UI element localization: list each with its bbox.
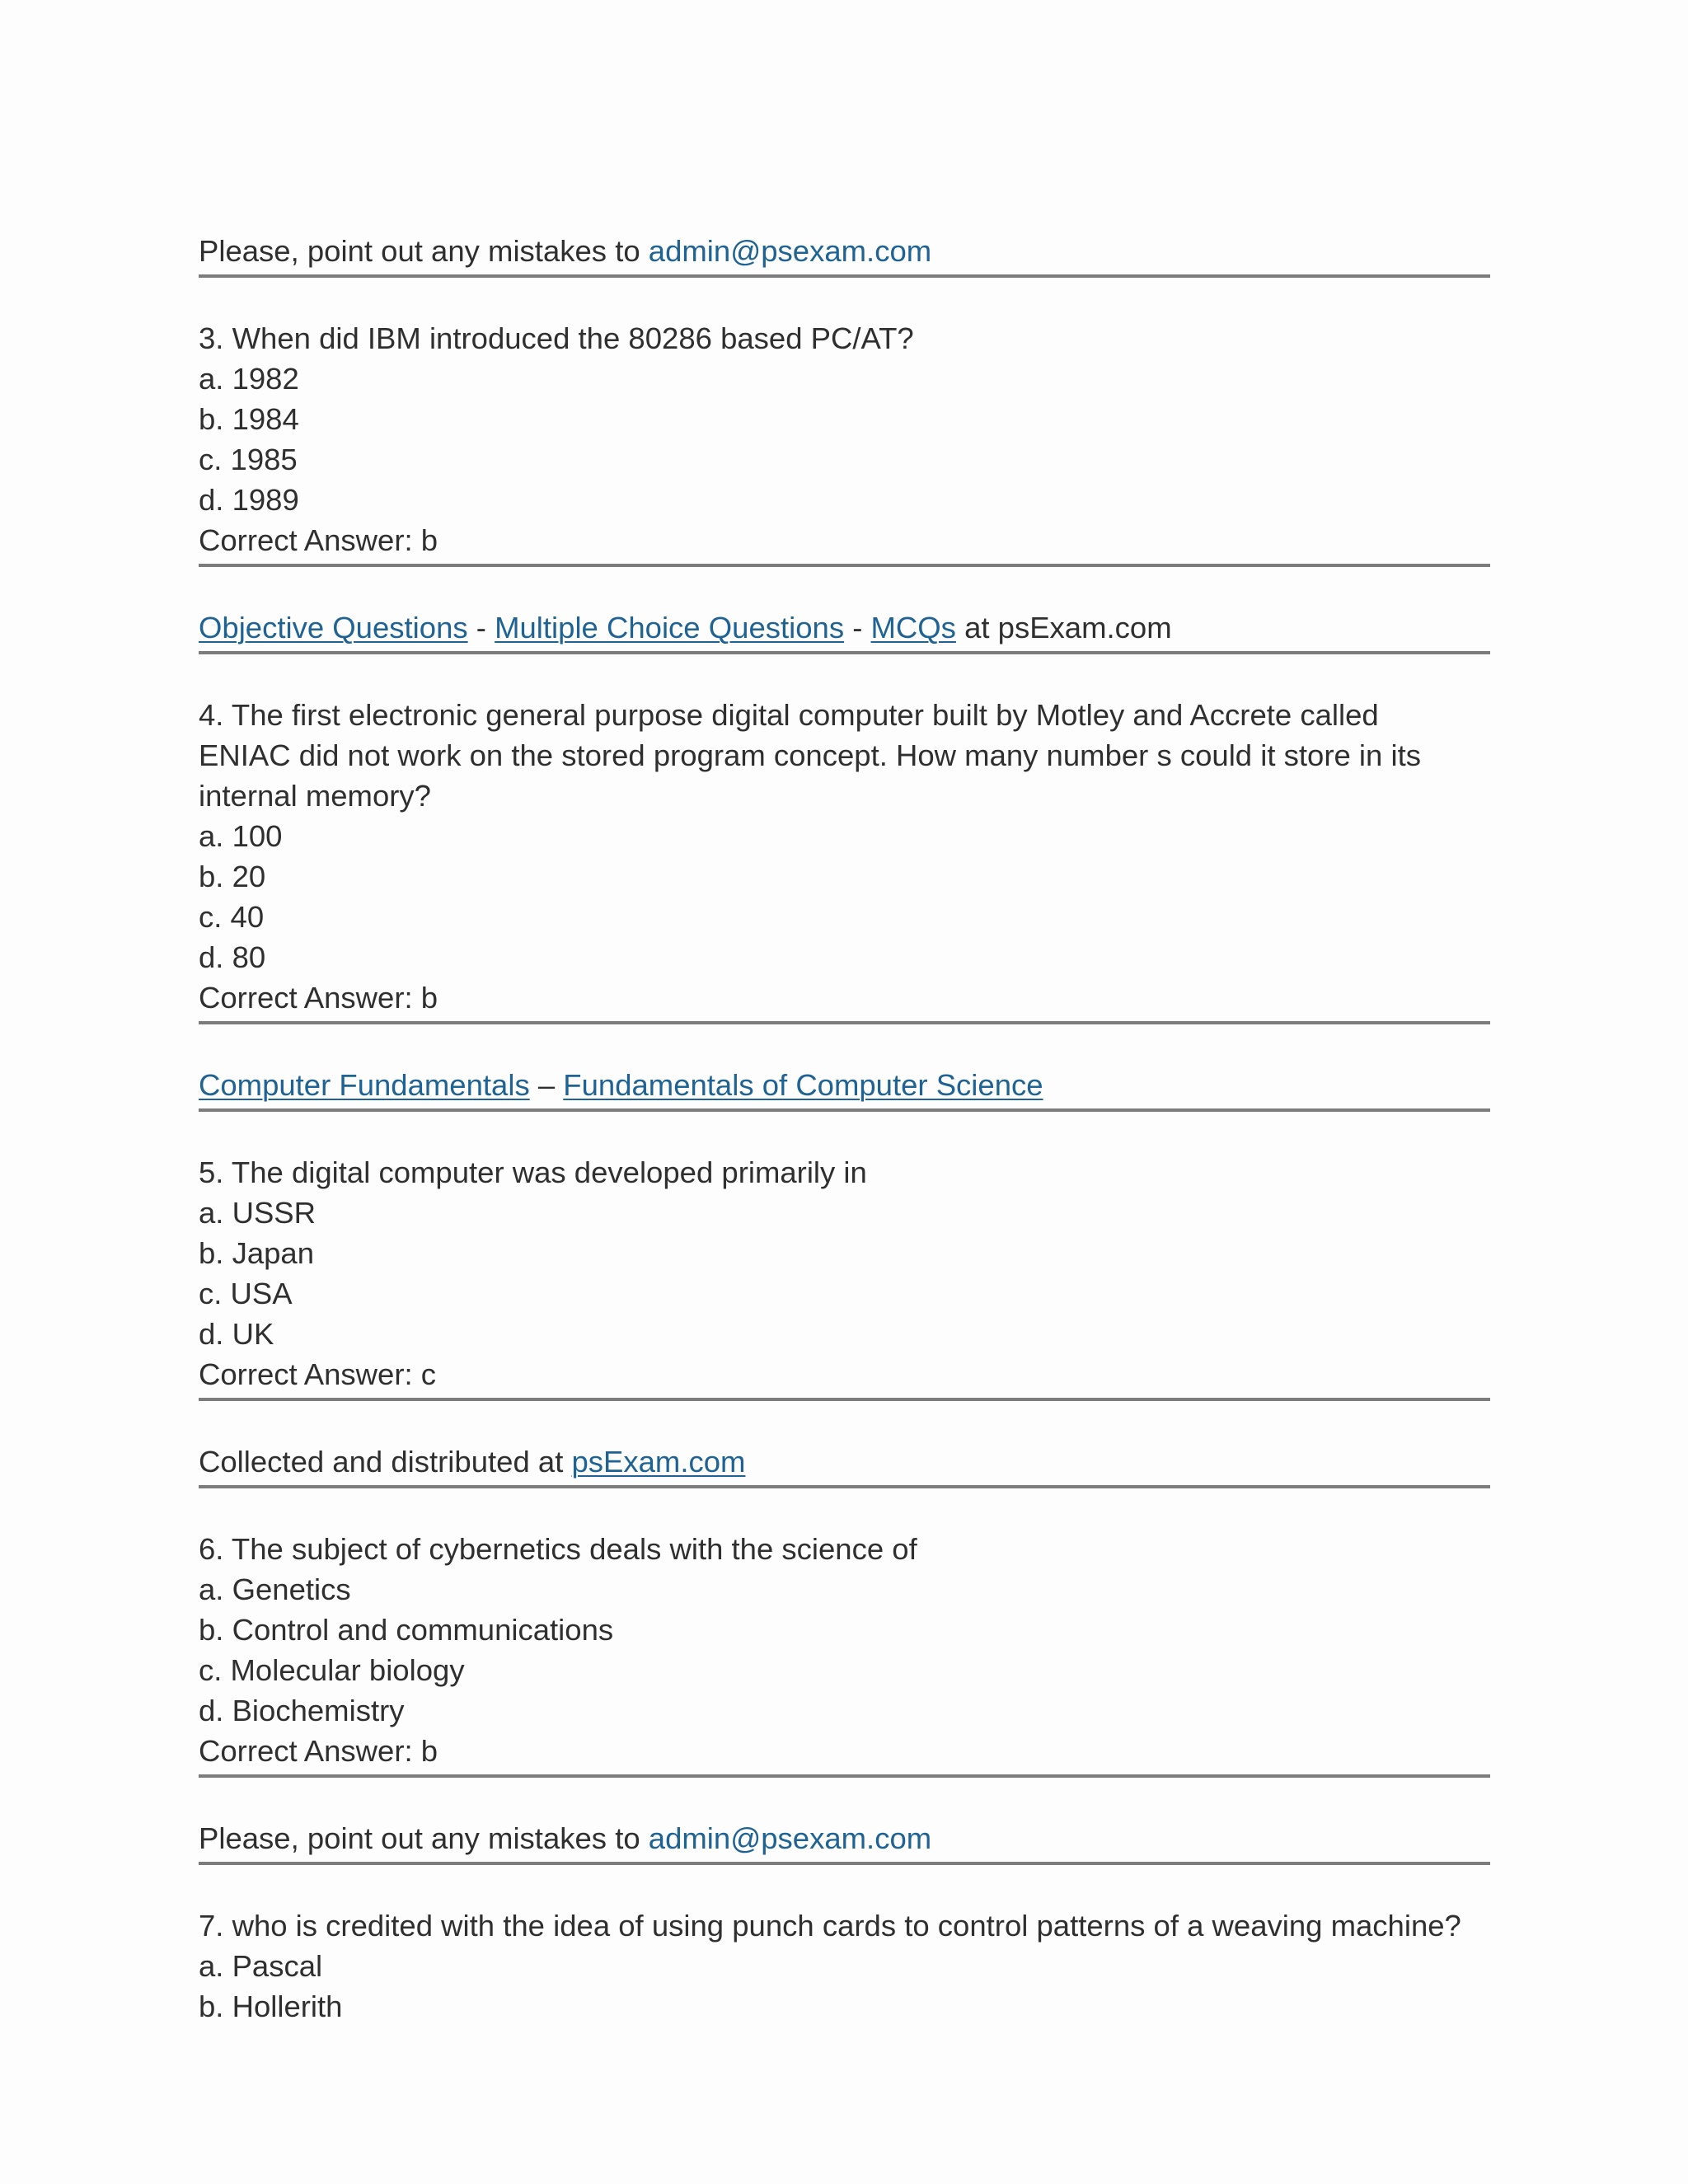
mcqs-link[interactable]: MCQs bbox=[870, 611, 956, 644]
computer-fundamentals-banner bbox=[199, 1065, 1490, 1112]
option-a: a. Pascal bbox=[199, 1949, 323, 1983]
question-7 bbox=[199, 1905, 1490, 2027]
correct-answer: Correct Answer: b bbox=[199, 1734, 438, 1768]
option-c: c. USA bbox=[199, 1277, 293, 1310]
mistakes-prefix: Please, point out any mistakes to bbox=[199, 234, 649, 268]
option-d: d. UK bbox=[199, 1317, 274, 1351]
question-6 bbox=[199, 1529, 1490, 1778]
question-text-line-2: ENIAC did not work on the stored program concept. How many number s could it store in its bbox=[199, 738, 1421, 772]
question-text-line-1: 4. The first electronic general purpose digital computer built by Motley and Accrete called bbox=[199, 698, 1379, 732]
document-page bbox=[199, 231, 1490, 2027]
mistakes-notice bbox=[199, 231, 1490, 278]
option-b: b. 1984 bbox=[199, 402, 299, 436]
option-c: c. 1985 bbox=[199, 443, 298, 476]
objective-questions-banner bbox=[199, 607, 1490, 654]
option-d: d. 80 bbox=[199, 940, 266, 974]
separator: - bbox=[467, 611, 495, 644]
objective-questions-link[interactable]: Objective Questions bbox=[199, 611, 468, 644]
option-a: a. Genetics bbox=[199, 1572, 351, 1606]
separator: - bbox=[844, 611, 871, 644]
site-suffix: at psExam.com bbox=[955, 611, 1172, 644]
collected-notice bbox=[199, 1441, 1490, 1488]
psexam-link[interactable]: psExam.com bbox=[571, 1445, 746, 1479]
multiple-choice-questions-link[interactable]: Multiple Choice Questions bbox=[495, 611, 845, 644]
option-a: a. 1982 bbox=[199, 362, 299, 396]
option-d: d. 1989 bbox=[199, 483, 299, 517]
option-c: c. Molecular biology bbox=[199, 1653, 465, 1687]
option-a: a. 100 bbox=[199, 819, 283, 853]
mistakes-prefix: Please, point out any mistakes to bbox=[199, 1821, 649, 1855]
correct-answer: Correct Answer: c bbox=[199, 1357, 437, 1391]
fundamentals-of-computer-science-link[interactable]: Fundamentals of Computer Science bbox=[563, 1068, 1043, 1102]
question-text: 7. who is credited with the idea of using punch cards to control patterns of a weaving machine? bbox=[199, 1909, 1461, 1943]
question-5 bbox=[199, 1152, 1490, 1401]
option-b: b. Control and communications bbox=[199, 1613, 614, 1647]
mistakes-notice-line bbox=[199, 231, 1490, 271]
option-a: a. USSR bbox=[199, 1196, 316, 1230]
question-text-line-3: internal memory? bbox=[199, 779, 431, 813]
question-3 bbox=[199, 318, 1490, 567]
admin-email-link[interactable]: admin@psexam.com bbox=[648, 1821, 932, 1855]
objective-links-line bbox=[199, 607, 1490, 648]
question-text: 6. The subject of cybernetics deals with the science of bbox=[199, 1532, 917, 1566]
mistakes-notice bbox=[199, 1818, 1490, 1865]
fundamentals-links-line bbox=[199, 1065, 1490, 1105]
question-4 bbox=[199, 695, 1490, 1024]
collected-line bbox=[199, 1441, 1490, 1482]
collected-prefix: Collected and distributed at bbox=[199, 1445, 572, 1479]
admin-email-link[interactable]: admin@psexam.com bbox=[648, 234, 932, 268]
computer-fundamentals-link[interactable]: Computer Fundamentals bbox=[199, 1068, 530, 1102]
option-b: b. 20 bbox=[199, 860, 266, 893]
separator: – bbox=[529, 1068, 564, 1102]
option-b: b. Japan bbox=[199, 1236, 315, 1270]
option-c: c. 40 bbox=[199, 900, 265, 934]
question-text: 5. The digital computer was developed primarily in bbox=[199, 1155, 867, 1189]
option-d: d. Biochemistry bbox=[199, 1694, 405, 1727]
option-b: b. Hollerith bbox=[199, 1990, 343, 2023]
mistakes-notice-line bbox=[199, 1818, 1490, 1858]
question-text: 3. When did IBM introduced the 80286 based PC/AT? bbox=[199, 321, 914, 355]
correct-answer: Correct Answer: b bbox=[199, 981, 438, 1015]
correct-answer: Correct Answer: b bbox=[199, 523, 438, 557]
